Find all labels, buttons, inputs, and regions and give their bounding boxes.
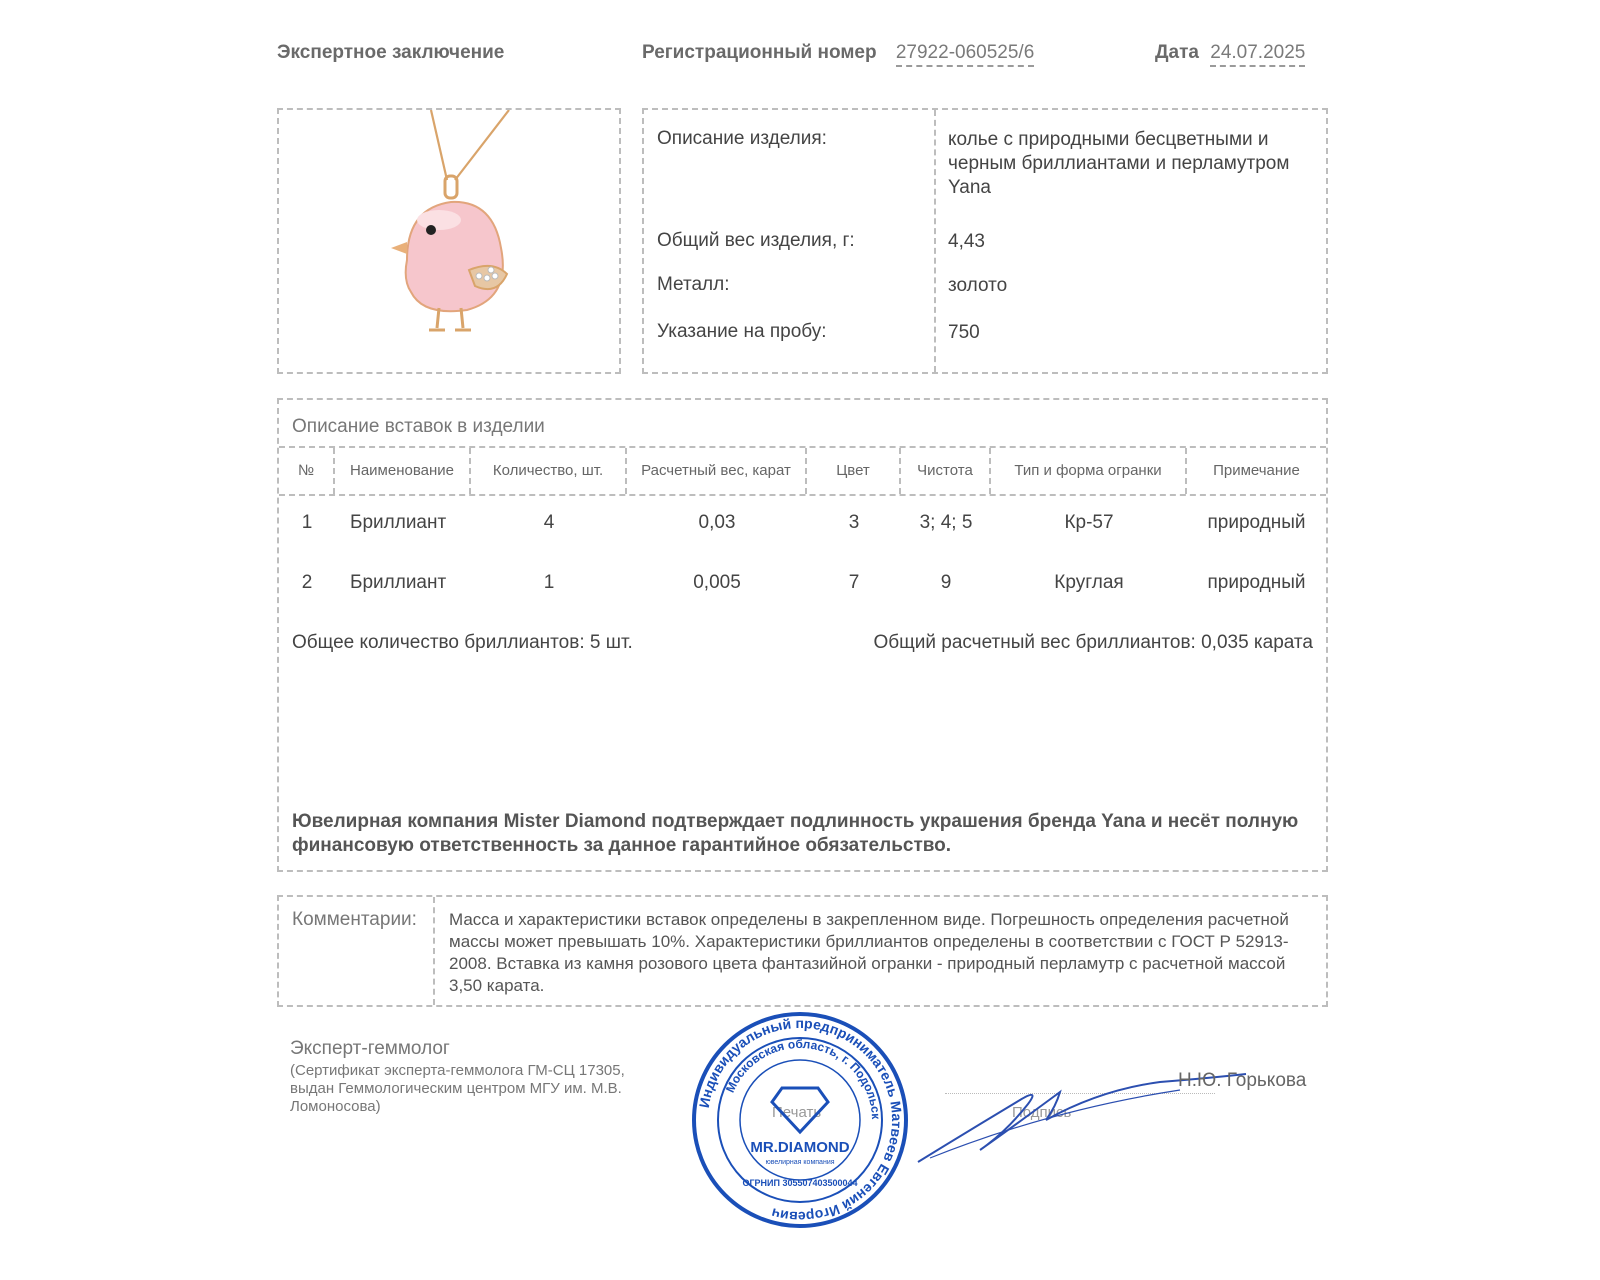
inserts-title: Описание вставок в изделии [292, 416, 545, 437]
cell-number: 1 [301, 512, 313, 533]
document-title: Экспертное заключение [277, 42, 505, 63]
cell-color: 7 [848, 572, 860, 593]
hallmark-value: 750 [948, 322, 980, 343]
cell-weight: 0,03 [698, 512, 736, 533]
comments-text: Масса и характеристики вставок определены в закрепленном виде. Погрешность определения расчетной массы может превышать 10%. Характеристики бриллиантов определены в соответствии с ГОСТ Р 52913-2008. Вставка из камня розового цвета фантазийной огранки - природный перламутр с расчетной массой 3,50 карата. [449, 910, 1289, 995]
column-header: Тип и форма огранки [991, 448, 1187, 494]
date-value: 24.07.2025 [1210, 42, 1305, 67]
column-header: Количество, шт. [471, 448, 627, 494]
hallmark-label: Указание на пробу: [657, 321, 827, 342]
inserts-section [277, 398, 1328, 872]
cell-note: природный [1207, 572, 1306, 593]
cell-weight: 0,005 [693, 572, 741, 593]
weight-label: Общий вес изделия, г: [657, 230, 855, 251]
cell-number: 2 [301, 572, 313, 593]
signature-label: Подпись [1012, 1104, 1072, 1121]
expert-certificate: (Сертификат эксперта-геммолога ГМ-СЦ 17305, выдан Геммологическим центром МГУ им. М.В. Ломоносова) [290, 1062, 625, 1115]
date-label: Дата [1155, 42, 1199, 63]
description-label: Описание изделия: [657, 128, 827, 149]
column-header: Примечание [1213, 462, 1300, 479]
cell-color: 3 [848, 512, 860, 533]
authenticity-statement: Ювелирная компания Mister Diamond подтверждает подлинность украшения бренда Yana и несёт полную финансовую ответственность за данное гарантийное обязательство. [292, 811, 1299, 856]
stamp-label: Печать [772, 1104, 822, 1121]
column-header: Расчетный вес, карат [627, 448, 807, 494]
total-weight: Общий расчетный вес бриллиантов: 0,035 карата [873, 632, 1313, 653]
column-header: № [279, 448, 335, 494]
cell-note: природный [1207, 512, 1306, 533]
inserts-table-header [279, 446, 1326, 496]
cell-quantity: 1 [543, 572, 555, 593]
stamp-brand-sub: ювелирная компания [765, 1159, 835, 1166]
total-count: Общее количество бриллиантов: 5 шт. [292, 632, 633, 653]
cell-clarity: 9 [940, 572, 952, 593]
cell-cut: Кр-57 [1064, 512, 1114, 533]
cell-clarity: 3; 4; 5 [919, 512, 973, 533]
description-value: колье с природными бесцветными и черным бриллиантами и перламутром Yana [948, 129, 1290, 198]
cell-name: Бриллиант [350, 572, 447, 593]
registration-label: Регистрационный номер [642, 42, 877, 63]
document-date [1155, 42, 1305, 64]
column-header: Чистота [901, 448, 991, 494]
cell-quantity: 4 [543, 512, 555, 533]
registration-number [642, 42, 1034, 64]
product-description-table [642, 108, 1328, 374]
comments-section [277, 895, 1328, 1007]
pendant-image [279, 110, 619, 372]
comments-label: Комментарии: [292, 909, 417, 930]
expert-title: Эксперт-геммолог [290, 1038, 450, 1059]
cell-cut: Круглая [1054, 572, 1124, 593]
stamp-outer-text: Индивидуальный предприниматель Матвеев Евгений Игоревич [695, 1014, 906, 1226]
column-header: Наименование [335, 448, 471, 494]
stamp-inner-text: Московская область, г. Подольск [722, 1036, 884, 1120]
column-header: Цвет [807, 448, 901, 494]
metal-label: Металл: [657, 274, 730, 295]
registration-value: 27922-060525/6 [896, 42, 1034, 67]
weight-value: 4,43 [948, 231, 985, 252]
metal-value: золото [948, 275, 1008, 296]
stamp-ogrn: ОГРНИП 305507403500044 [742, 1178, 858, 1188]
cell-name: Бриллиант [350, 512, 447, 533]
company-stamp [690, 1010, 910, 1230]
signer-name: Н.Ю. Горькова [1178, 1070, 1307, 1091]
stamp-brand: MR.DIAMOND [750, 1139, 850, 1156]
product-photo [277, 108, 621, 374]
